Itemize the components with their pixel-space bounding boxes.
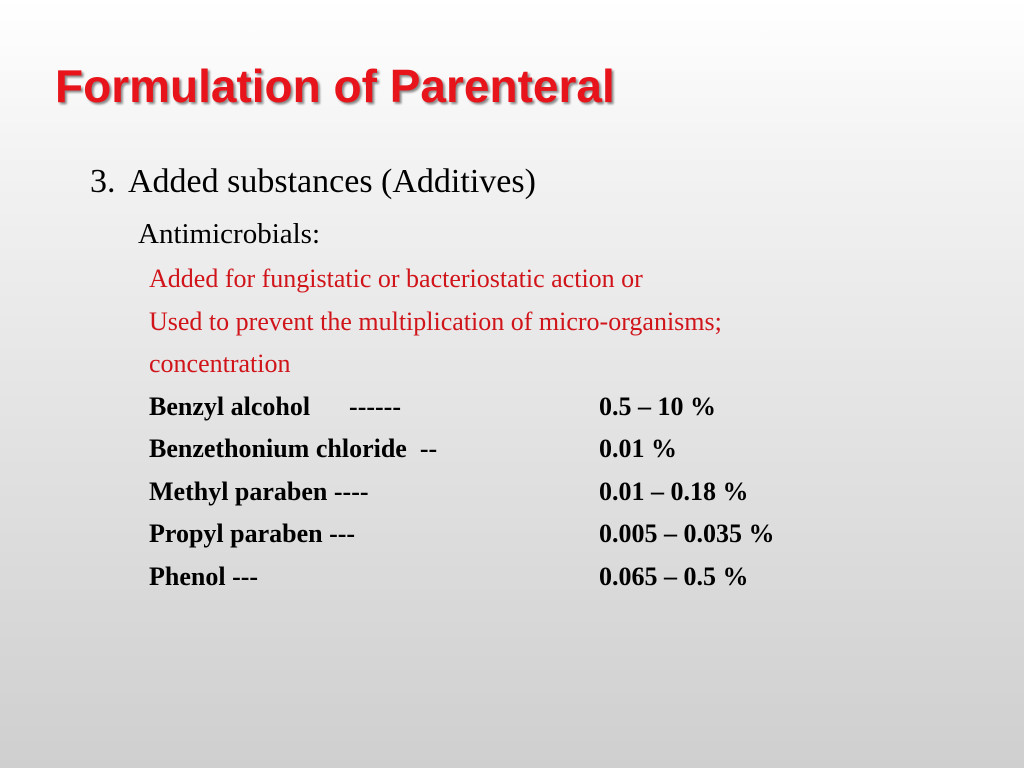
agent-concentration: 0.5 – 10 % bbox=[599, 392, 716, 421]
agent-concentration: 0.065 – 0.5 % bbox=[599, 562, 749, 591]
agent-row-methyl-paraben bbox=[149, 476, 869, 508]
note-line: concentration bbox=[149, 349, 291, 378]
agent-name: Propyl paraben --- bbox=[149, 519, 356, 548]
agent-concentration: 0.01 % bbox=[599, 434, 677, 463]
agent-name: Benzyl alcohol ------ bbox=[149, 392, 402, 421]
agent-row-phenol bbox=[149, 561, 869, 593]
section-number: 3. bbox=[90, 163, 116, 200]
agent-row-benzyl-alcohol bbox=[149, 391, 869, 423]
agent-name: Benzethonium chloride -- bbox=[149, 434, 438, 463]
agent-concentration: 0.01 – 0.18 % bbox=[599, 477, 749, 506]
agent-concentration: 0.005 – 0.035 % bbox=[599, 519, 775, 548]
section-heading-text: Added substances (Additives) bbox=[128, 163, 536, 200]
note-line: Added for fungistatic or bacteriostatic action or bbox=[149, 264, 643, 293]
note-line: Used to prevent the multiplication of micro-organisms; bbox=[149, 307, 722, 336]
agent-name: Phenol --- bbox=[149, 562, 259, 591]
slide-title: Formulation of Parenteral bbox=[55, 60, 615, 112]
agent-row-benzethonium-chloride bbox=[149, 433, 869, 465]
antimicrobials-subheading: Antimicrobials: bbox=[138, 218, 321, 250]
section-heading bbox=[90, 161, 536, 203]
agent-name: Methyl paraben ---- bbox=[149, 477, 369, 506]
agent-row-propyl-paraben bbox=[149, 518, 869, 550]
